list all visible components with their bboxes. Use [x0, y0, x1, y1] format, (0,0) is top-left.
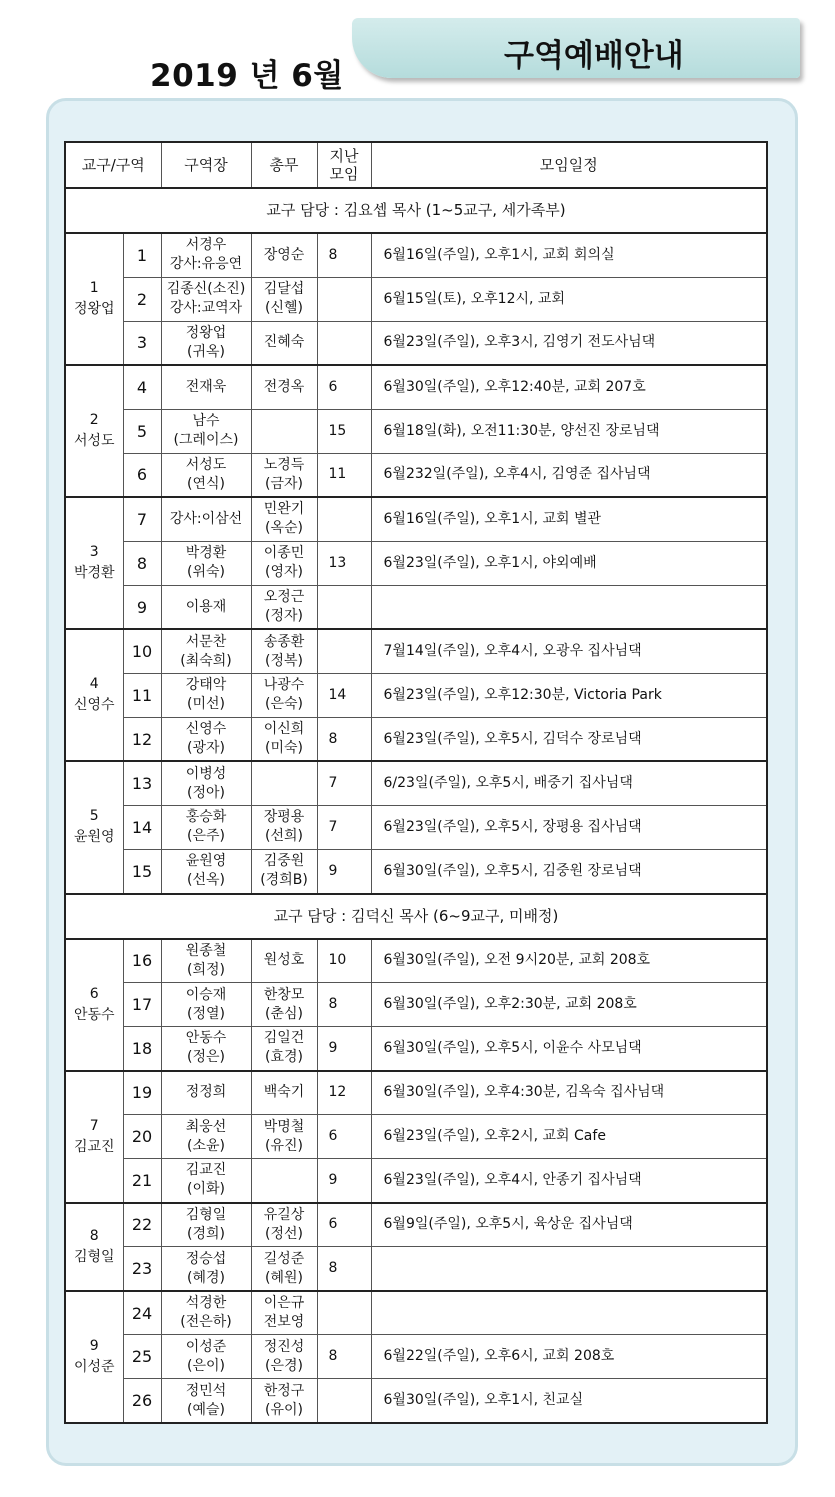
subgroup-number: 14 [123, 805, 161, 849]
subgroup-number: 26 [123, 1379, 161, 1423]
subgroup-leader: 서문찬 (최숙희) [161, 629, 251, 673]
subgroup-number: 6 [123, 453, 161, 497]
subgroup-number: 25 [123, 1335, 161, 1379]
table-row [65, 939, 767, 983]
district-leader-name: 신영수 [73, 697, 115, 714]
district-leader-name: 윤원영 [73, 829, 115, 846]
meeting-schedule: 6월30일(주일), 오후5시, 김중원 장로님댁 [371, 849, 767, 893]
table-row [65, 453, 767, 497]
subgroup-leader: 윤원영 (선옥) [161, 849, 251, 893]
subgroup-number: 1 [123, 233, 161, 277]
meeting-schedule [371, 1247, 767, 1291]
last-meeting-count: 8 [317, 983, 371, 1027]
table-row [65, 849, 767, 893]
subgroup-treasurer: 백숙기 [251, 1071, 317, 1115]
table-row [65, 1291, 767, 1335]
subgroup-number: 11 [123, 673, 161, 717]
subgroup-leader: 이용재 [161, 585, 251, 629]
subgroup-number: 17 [123, 983, 161, 1027]
table-row [65, 585, 767, 629]
meeting-schedule: 6월16일(주일), 오후1시, 교회 회의실 [371, 233, 767, 277]
subgroup-number: 5 [123, 409, 161, 453]
table-row [65, 717, 767, 761]
last-meeting-count: 10 [317, 939, 371, 983]
district-cell [65, 939, 123, 1071]
last-meeting-count: 13 [317, 541, 371, 585]
last-meeting-count: 9 [317, 1027, 371, 1071]
table-row [65, 497, 767, 541]
district-number: 3 [89, 544, 99, 561]
district-leader-name: 이성준 [73, 1358, 115, 1375]
table-row [65, 983, 767, 1027]
subgroup-number: 19 [123, 1071, 161, 1115]
last-meeting-count: 11 [317, 453, 371, 497]
col-header-treasurer: 총무 [251, 142, 317, 188]
title-banner [352, 18, 800, 78]
meeting-schedule: 6월23일(주일), 오후3시, 김영기 전도사님댁 [371, 321, 767, 365]
subgroup-treasurer: 전경옥 [251, 365, 317, 409]
table-row [65, 1203, 767, 1247]
subgroup-number: 4 [123, 365, 161, 409]
subgroup-leader: 최웅선 (소윤) [161, 1115, 251, 1159]
district-cell [65, 1291, 123, 1423]
district-number: 9 [89, 1337, 99, 1354]
meeting-schedule: 7월14일(주일), 오후4시, 오광우 집사님댁 [371, 629, 767, 673]
last-meeting-count [317, 321, 371, 365]
subgroup-treasurer: 원성호 [251, 939, 317, 983]
subgroup-number: 22 [123, 1203, 161, 1247]
subgroup-number: 3 [123, 321, 161, 365]
last-meeting-count [317, 497, 371, 541]
district-leader-name: 김형일 [73, 1248, 115, 1265]
district-cell [65, 233, 123, 365]
subgroup-treasurer: 이신희 (미숙) [251, 717, 317, 761]
meeting-schedule: 6월23일(주일), 오후2시, 교회 Cafe [371, 1115, 767, 1159]
meeting-schedule [371, 1291, 767, 1335]
subgroup-leader: 정왕업 (귀옥) [161, 321, 251, 365]
table-row [65, 277, 767, 321]
subgroup-leader: 안동수 (정은) [161, 1027, 251, 1071]
subgroup-treasurer [251, 1159, 317, 1203]
meeting-schedule: 6월30일(주일), 오후2:30분, 교회 208호 [371, 983, 767, 1027]
date-title: 2019 년 6월 [150, 58, 344, 94]
subgroup-treasurer: 노경득 (금자) [251, 453, 317, 497]
banner-title: 구역예배안내 [504, 38, 684, 74]
district-leader-name: 박경환 [73, 565, 115, 582]
subgroup-leader: 서성도 (연식) [161, 453, 251, 497]
meeting-schedule: 6월23일(주일), 오후1시, 야외예배 [371, 541, 767, 585]
subgroup-number: 21 [123, 1159, 161, 1203]
meeting-schedule: 6월30일(주일), 오후12:40분, 교회 207호 [371, 365, 767, 409]
subgroup-leader: 김종신(소진) 강사:교역자 [161, 277, 251, 321]
district-leader-name: 안동수 [73, 1006, 115, 1023]
header-row [65, 142, 767, 188]
subgroup-treasurer: 이종민 (영자) [251, 541, 317, 585]
table-row [65, 321, 767, 365]
last-meeting-count: 8 [317, 717, 371, 761]
table-row [65, 541, 767, 585]
col-header-leader: 구역장 [161, 142, 251, 188]
meeting-schedule: 6/23일(주일), 오후5시, 배중기 집사님댁 [371, 761, 767, 805]
last-meeting-count [317, 629, 371, 673]
subgroup-treasurer: 진혜숙 [251, 321, 317, 365]
subgroup-treasurer: 장영순 [251, 233, 317, 277]
meeting-schedule: 6월22일(주일), 오후6시, 교회 208호 [371, 1335, 767, 1379]
subgroup-leader: 정정희 [161, 1071, 251, 1115]
meeting-schedule: 6월23일(주일), 오후12:30분, Victoria Park [371, 673, 767, 717]
subgroup-leader: 김교진 (이화) [161, 1159, 251, 1203]
subgroup-number: 16 [123, 939, 161, 983]
subgroup-leader: 남수 (그레이스) [161, 409, 251, 453]
meeting-schedule: 6월30일(주일), 오후1시, 친교실 [371, 1379, 767, 1423]
table-row [65, 1071, 767, 1115]
subgroup-leader: 이승재 (정열) [161, 983, 251, 1027]
district-number: 7 [89, 1117, 99, 1134]
district-number: 4 [89, 676, 99, 693]
table-row [65, 1335, 767, 1379]
meeting-schedule: 6월15일(토), 오후12시, 교회 [371, 277, 767, 321]
last-meeting-count [317, 585, 371, 629]
district-number: 2 [89, 412, 99, 429]
subgroup-number: 15 [123, 849, 161, 893]
subgroup-leader: 홍승화 (은주) [161, 805, 251, 849]
subgroup-number: 2 [123, 277, 161, 321]
subgroup-leader: 신영수 (광자) [161, 717, 251, 761]
subgroup-treasurer: 송종환 (정복) [251, 629, 317, 673]
district-leader-name: 정왕업 [73, 301, 115, 318]
subgroup-leader: 강사:이삼선 [161, 497, 251, 541]
subgroup-treasurer [251, 761, 317, 805]
district-cell [65, 1203, 123, 1291]
table-row [65, 1027, 767, 1071]
meeting-schedule: 6월16일(주일), 오후1시, 교회 별관 [371, 497, 767, 541]
last-meeting-count: 15 [317, 409, 371, 453]
subgroup-number: 18 [123, 1027, 161, 1071]
district-leader-name: 서성도 [73, 433, 115, 450]
last-meeting-count [317, 277, 371, 321]
table-row [65, 673, 767, 717]
section-header-row [65, 894, 767, 939]
last-meeting-count: 6 [317, 1115, 371, 1159]
subgroup-number: 7 [123, 497, 161, 541]
table-row [65, 805, 767, 849]
subgroup-number: 23 [123, 1247, 161, 1291]
meeting-schedule: 6월23일(주일), 오후4시, 안종기 집사님댁 [371, 1159, 767, 1203]
section-title: 교구 담당 : 김요셉 목사 (1~5교구, 세가족부) [65, 188, 767, 233]
last-meeting-count: 7 [317, 761, 371, 805]
table-row [65, 1379, 767, 1423]
district-number: 6 [89, 985, 99, 1002]
table-row [65, 409, 767, 453]
last-meeting-count: 9 [317, 849, 371, 893]
subgroup-number: 10 [123, 629, 161, 673]
subgroup-leader: 원종철 (희정) [161, 939, 251, 983]
subgroup-leader: 이성준 (은이) [161, 1335, 251, 1379]
subgroup-treasurer: 김달섭 (신혤) [251, 277, 317, 321]
table-row [65, 629, 767, 673]
subgroup-leader: 서경우 강사:유응연 [161, 233, 251, 277]
subgroup-treasurer [251, 409, 317, 453]
last-meeting-count: 8 [317, 1335, 371, 1379]
subgroup-treasurer: 김일건 (효경) [251, 1027, 317, 1071]
district-number: 1 [89, 280, 99, 297]
subgroup-treasurer: 정진성 (은경) [251, 1335, 317, 1379]
subgroup-leader: 정민석 (예슬) [161, 1379, 251, 1423]
last-meeting-count: 8 [317, 1247, 371, 1291]
meeting-schedule: 6월30일(주일), 오후5시, 이윤수 사모님댁 [371, 1027, 767, 1071]
district-cell [65, 761, 123, 893]
subgroup-leader: 석경한 (전은하) [161, 1291, 251, 1335]
table-row [65, 365, 767, 409]
subgroup-leader: 박경환 (위숙) [161, 541, 251, 585]
subgroup-leader: 이병성 (정아) [161, 761, 251, 805]
last-meeting-count: 12 [317, 1071, 371, 1115]
schedule-table [64, 141, 768, 1424]
subgroup-leader: 전재욱 [161, 365, 251, 409]
meeting-schedule: 6월23일(주일), 오후5시, 김덕수 장로님댁 [371, 717, 767, 761]
last-meeting-count: 6 [317, 365, 371, 409]
subgroup-treasurer: 유길상 (정선) [251, 1203, 317, 1247]
subgroup-treasurer: 장평용 (선희) [251, 805, 317, 849]
last-meeting-count: 7 [317, 805, 371, 849]
subgroup-leader: 강태악 (미선) [161, 673, 251, 717]
meeting-schedule: 6월30일(주일), 오전 9시20분, 교회 208호 [371, 939, 767, 983]
district-cell [65, 497, 123, 629]
section-header-row [65, 188, 767, 233]
meeting-schedule: 6월18일(화), 오전11:30분, 양선진 장로님댁 [371, 409, 767, 453]
table-row [65, 1247, 767, 1291]
last-meeting-count: 14 [317, 673, 371, 717]
last-meeting-count [317, 1291, 371, 1335]
table-row [65, 761, 767, 805]
subgroup-leader: 정승섭 (혜경) [161, 1247, 251, 1291]
last-meeting-count [317, 1379, 371, 1423]
col-header-district: 교구/구역 [65, 142, 161, 188]
last-meeting-count: 8 [317, 233, 371, 277]
last-meeting-count: 9 [317, 1159, 371, 1203]
table-row [65, 1115, 767, 1159]
subgroup-treasurer: 이은규 전보영 [251, 1291, 317, 1335]
meeting-schedule: 6월232일(주일), 오후4시, 김영준 집사님댁 [371, 453, 767, 497]
district-cell [65, 1071, 123, 1203]
table-row [65, 233, 767, 277]
subgroup-treasurer: 민완기 (옥순) [251, 497, 317, 541]
district-number: 8 [89, 1227, 99, 1244]
subgroup-number: 24 [123, 1291, 161, 1335]
subgroup-number: 13 [123, 761, 161, 805]
meeting-schedule: 6월23일(주일), 오후5시, 장평용 집사님댁 [371, 805, 767, 849]
subgroup-treasurer: 박명철 (유진) [251, 1115, 317, 1159]
col-header-last-meeting: 지난 모임 [317, 142, 371, 188]
subgroup-treasurer: 김중원 (경희B) [251, 849, 317, 893]
subgroup-number: 20 [123, 1115, 161, 1159]
subgroup-treasurer: 한창모 (춘심) [251, 983, 317, 1027]
meeting-schedule: 6월9일(주일), 오후5시, 육상운 집사님댁 [371, 1203, 767, 1247]
subgroup-treasurer: 길성준 (혜원) [251, 1247, 317, 1291]
subgroup-number: 12 [123, 717, 161, 761]
subgroup-number: 8 [123, 541, 161, 585]
subgroup-treasurer: 나광수 (은숙) [251, 673, 317, 717]
meeting-schedule [371, 585, 767, 629]
subgroup-leader: 김형일 (경희) [161, 1203, 251, 1247]
last-meeting-count: 6 [317, 1203, 371, 1247]
district-cell [65, 629, 123, 761]
section-title: 교구 담당 : 김덕신 목사 (6~9교구, 미배정) [65, 894, 767, 939]
district-number: 5 [89, 808, 99, 825]
district-leader-name: 김교진 [73, 1138, 115, 1155]
district-cell [65, 365, 123, 497]
subgroup-treasurer: 한정구 (유이) [251, 1379, 317, 1423]
col-header-schedule: 모임일정 [371, 142, 767, 188]
subgroup-number: 9 [123, 585, 161, 629]
subgroup-treasurer: 오정근 (정자) [251, 585, 317, 629]
table-row [65, 1159, 767, 1203]
meeting-schedule: 6월30일(주일), 오후4:30분, 김옥숙 집사님댁 [371, 1071, 767, 1115]
